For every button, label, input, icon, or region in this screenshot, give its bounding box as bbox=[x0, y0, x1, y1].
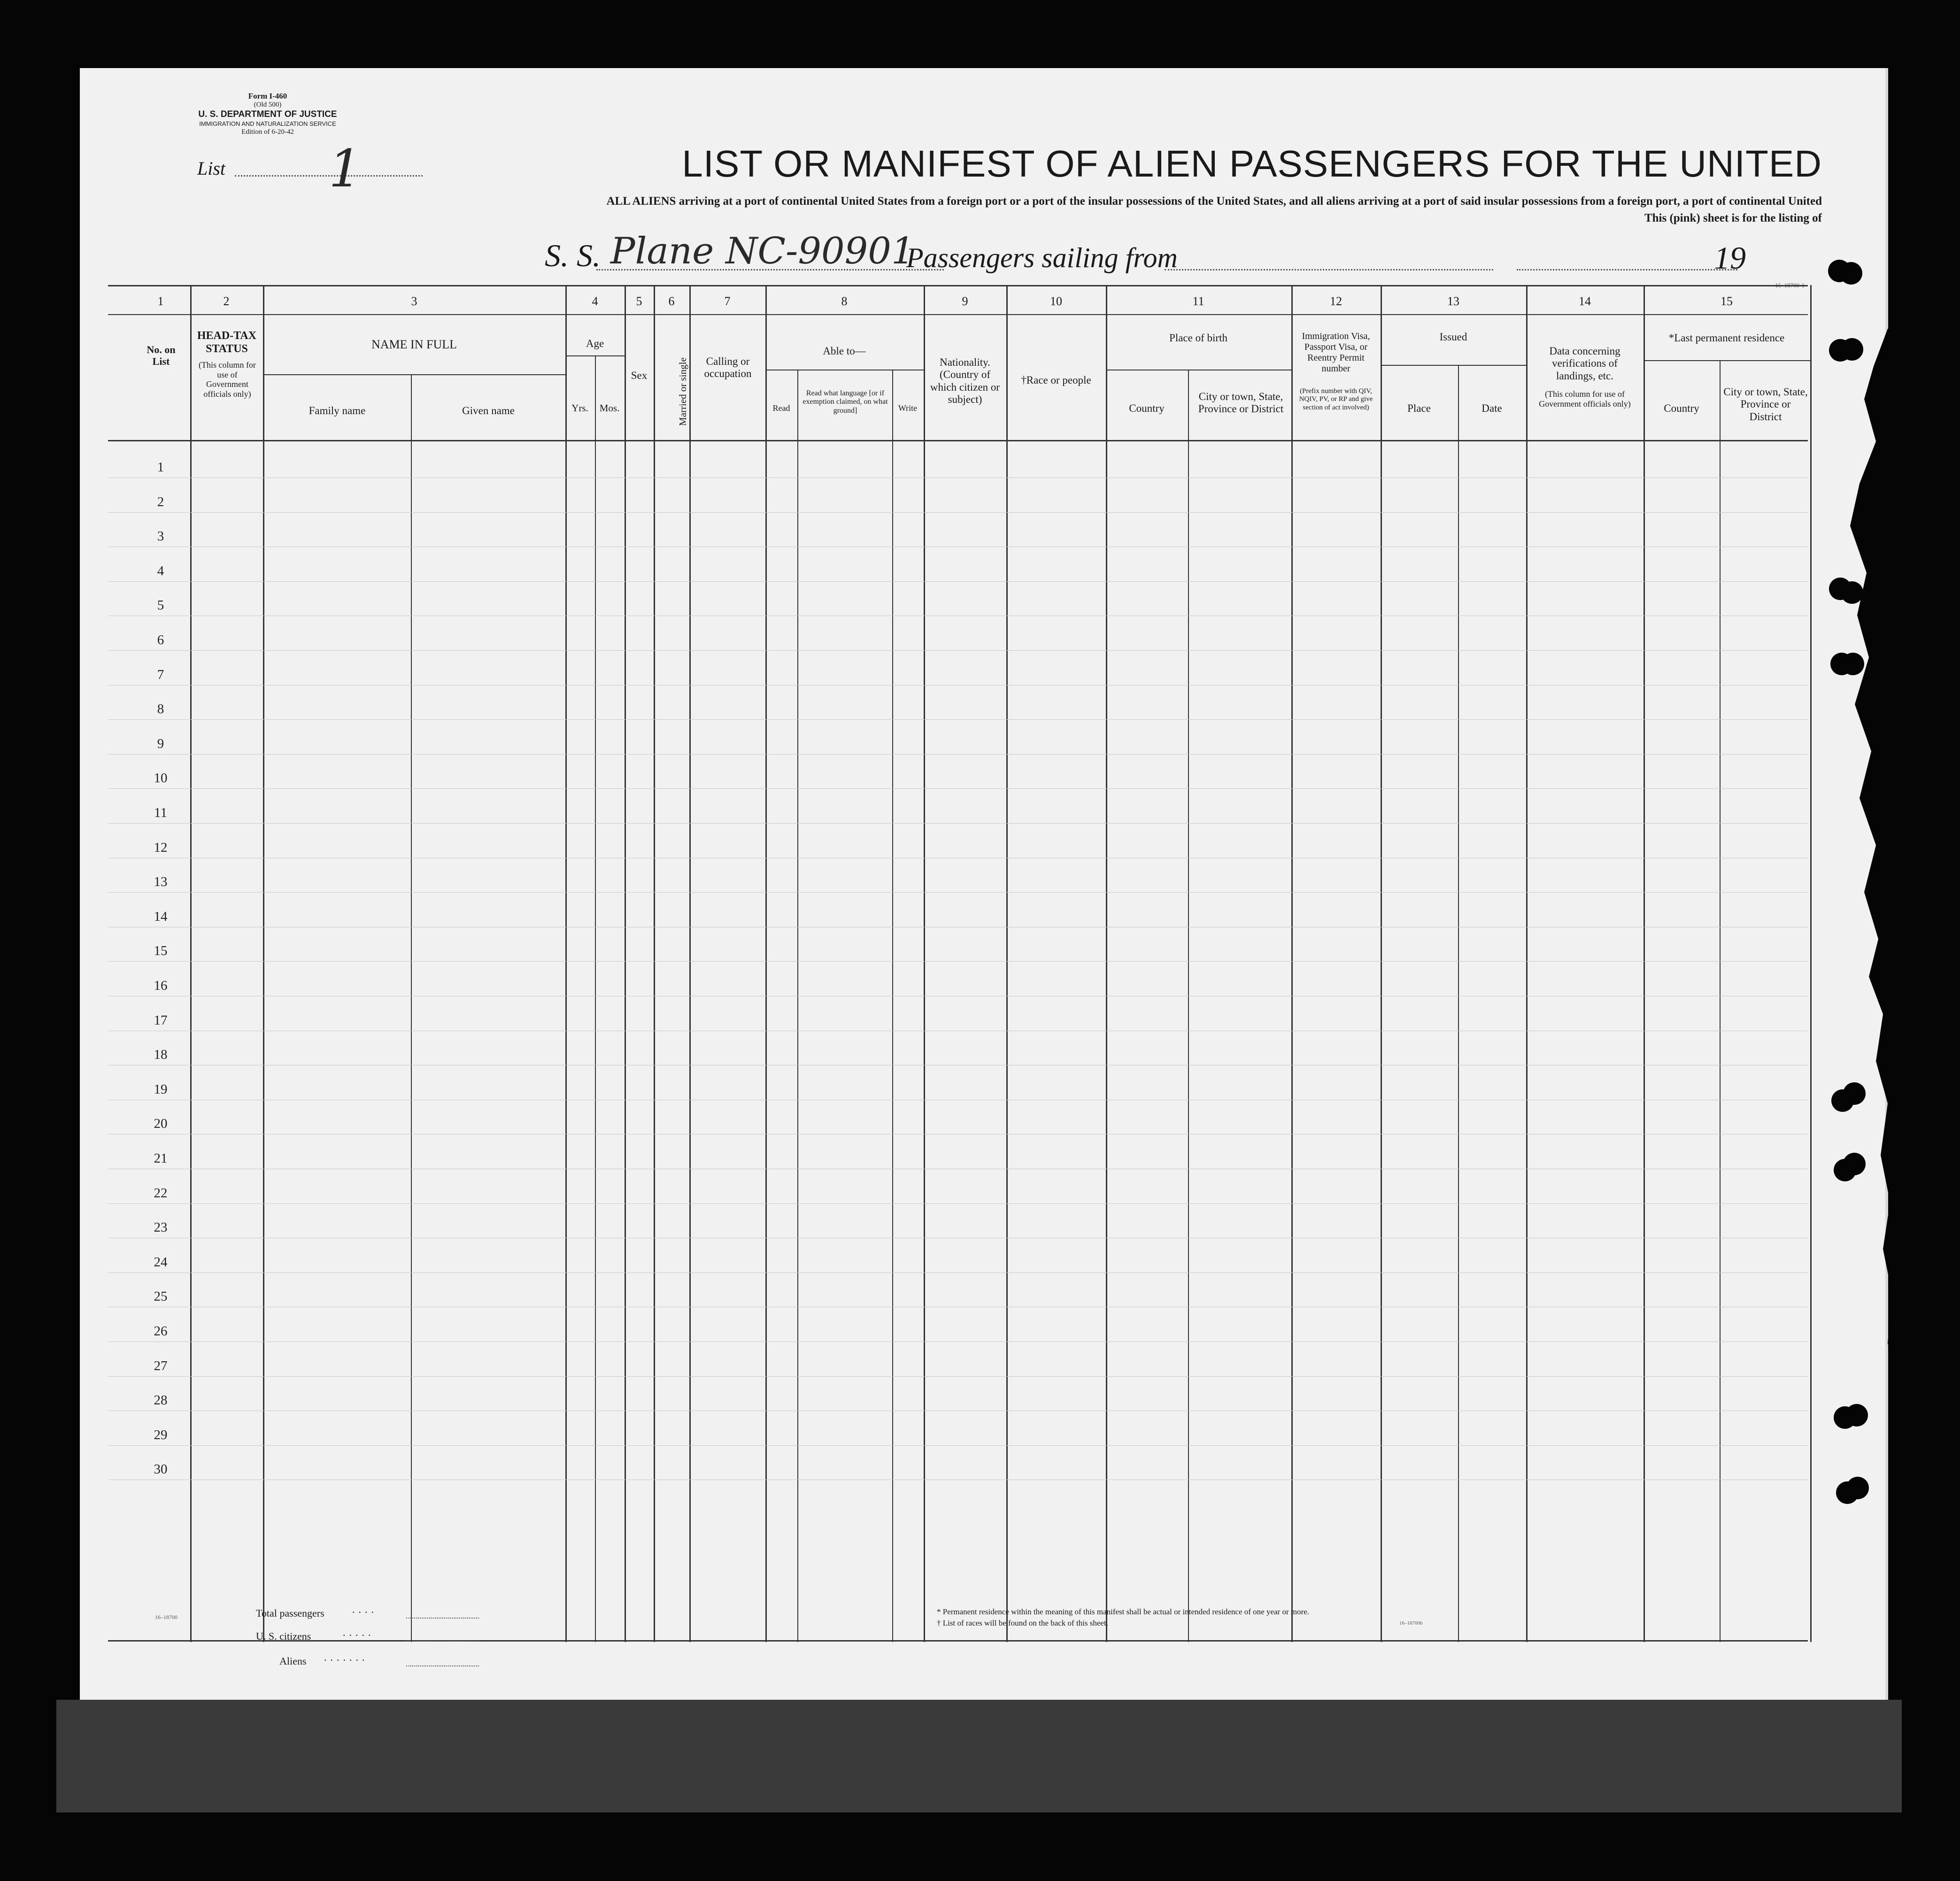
table-row bbox=[108, 1376, 1808, 1377]
col-divider bbox=[190, 285, 192, 1642]
row-number: 23 bbox=[154, 1220, 168, 1235]
column-number-rule bbox=[108, 314, 1808, 315]
row-number: 3 bbox=[157, 529, 164, 544]
header-residence-city: City or town, State, Province or District bbox=[1723, 386, 1808, 423]
footnote-residence: * Permanent residence within the meaning of this manifest shall be actual or intended residence of one year or more. bbox=[937, 1607, 1310, 1616]
row-number: 7 bbox=[157, 667, 164, 682]
row-number: 28 bbox=[154, 1393, 168, 1408]
manifest-title: LIST OR MANIFEST OF ALIEN PASSENGERS FOR THE UNITED bbox=[682, 143, 1822, 185]
total-passengers-label: Total passengers bbox=[256, 1607, 324, 1619]
header-data-note: (This column for use of Government officials only) bbox=[1539, 389, 1631, 409]
age-header-rule bbox=[565, 355, 625, 356]
able-subdivider bbox=[797, 370, 798, 1642]
col-number: 1 bbox=[157, 294, 164, 308]
footnote-races: † List of races will be found on the back of this sheet. bbox=[937, 1619, 1108, 1627]
able-subdivider bbox=[892, 370, 893, 1642]
punch-hole bbox=[1846, 1477, 1869, 1499]
row-number: 26 bbox=[154, 1324, 168, 1339]
name-subdivider bbox=[411, 374, 412, 1642]
row-number: 25 bbox=[154, 1289, 168, 1304]
row-number: 15 bbox=[154, 943, 168, 959]
list-label: List bbox=[197, 158, 226, 179]
header-birth-city: City or town, State, Province or District bbox=[1198, 391, 1284, 415]
table-top-rule bbox=[108, 285, 1808, 286]
col-number: 2 bbox=[223, 294, 230, 308]
row-number: 6 bbox=[157, 632, 164, 648]
header-age-yrs: Yrs. bbox=[571, 402, 588, 414]
header-married-or-single: Married or single bbox=[677, 357, 688, 426]
col-divider bbox=[1526, 285, 1528, 1642]
aliens-label: Aliens bbox=[279, 1655, 307, 1667]
table-row bbox=[108, 754, 1808, 755]
col-divider bbox=[765, 285, 767, 1642]
header-birth-country: Country bbox=[1129, 402, 1165, 414]
form-old-number: (Old 500) bbox=[254, 101, 282, 108]
col-number: 12 bbox=[1330, 294, 1342, 308]
header-family-name: Family name bbox=[309, 405, 366, 416]
col-number: 9 bbox=[962, 294, 968, 308]
header-residence-country: Country bbox=[1664, 402, 1699, 414]
table-row bbox=[108, 892, 1808, 893]
row-number: 21 bbox=[154, 1151, 168, 1166]
col-divider bbox=[1810, 285, 1812, 1642]
us-citizens-leader: ..... bbox=[343, 1627, 375, 1638]
col-divider bbox=[654, 285, 655, 1642]
col-divider bbox=[689, 285, 691, 1642]
header-age: Age bbox=[586, 338, 604, 349]
col-number: 7 bbox=[724, 294, 731, 308]
service-name: IMMIGRATION AND NATURALIZATION SERVICE bbox=[199, 120, 336, 127]
col-number: 14 bbox=[1579, 294, 1591, 308]
table-bottom-rule bbox=[108, 1640, 1808, 1642]
row-number: 16 bbox=[154, 978, 168, 993]
scan-lower-band bbox=[56, 1700, 1902, 1812]
punch-hole bbox=[1843, 1153, 1866, 1175]
table-row bbox=[108, 581, 1808, 582]
table-row bbox=[108, 1203, 1808, 1204]
col-number: 4 bbox=[592, 294, 598, 308]
col-divider bbox=[625, 285, 626, 1642]
us-citizens-label: U. S. citizens bbox=[256, 1630, 311, 1642]
col-divider bbox=[1006, 285, 1008, 1642]
table-row bbox=[108, 719, 1808, 720]
col-number: 10 bbox=[1050, 294, 1062, 308]
sailing-from-label: Passengers sailing from bbox=[906, 242, 1178, 273]
manifest-table bbox=[108, 285, 1808, 1642]
row-number: 4 bbox=[157, 563, 164, 578]
department-name: U. S. DEPARTMENT OF JUSTICE bbox=[198, 109, 337, 119]
header-head-tax-note: (This column for use of Government officials only) bbox=[199, 360, 256, 399]
name-header-rule bbox=[263, 374, 565, 375]
header-write: Write bbox=[898, 403, 918, 413]
row-number: 20 bbox=[154, 1116, 168, 1132]
table-row bbox=[108, 512, 1808, 513]
header-visa: Immigration Visa, Passport Visa, or Reentry Permit number bbox=[1302, 331, 1370, 374]
header-issued: Issued bbox=[1439, 331, 1467, 343]
header-name-in-full: NAME IN FULL bbox=[371, 338, 457, 351]
table-row bbox=[108, 1272, 1808, 1273]
issued-header-rule bbox=[1381, 365, 1526, 366]
ss-label: S. S. bbox=[545, 238, 601, 273]
row-number: 29 bbox=[154, 1427, 168, 1442]
row-number: 13 bbox=[154, 874, 168, 890]
us-citizens-field[interactable] bbox=[406, 1641, 479, 1642]
row-number: 27 bbox=[154, 1358, 168, 1373]
header-last-residence: *Last permanent residence bbox=[1668, 332, 1785, 344]
table-row bbox=[108, 1445, 1808, 1446]
sailing-from-field[interactable] bbox=[1165, 269, 1493, 270]
birth-subdivider bbox=[1188, 370, 1189, 1642]
header-given-name: Given name bbox=[462, 405, 515, 416]
table-row bbox=[108, 823, 1808, 824]
header-age-mos: Mos. bbox=[599, 402, 620, 414]
ship-name: Plane NC-90901 bbox=[610, 230, 915, 272]
printer-code-bottom: 16–18700 bbox=[155, 1614, 177, 1620]
printer-code-footnote: 16–18700b bbox=[1399, 1620, 1423, 1626]
sailing-date-field[interactable] bbox=[1517, 269, 1737, 270]
issued-subdivider bbox=[1458, 365, 1459, 1642]
col-number: 11 bbox=[1192, 294, 1204, 308]
col-divider bbox=[924, 285, 925, 1642]
ship-name-underline bbox=[596, 269, 944, 270]
row-number: 30 bbox=[154, 1462, 168, 1477]
form-edition: Edition of 6-20-42 bbox=[241, 128, 294, 136]
form-number: Form I-460 bbox=[248, 92, 287, 100]
col-divider bbox=[1644, 285, 1645, 1642]
aliens-leader: ....... bbox=[324, 1651, 369, 1663]
punch-hole bbox=[1842, 653, 1864, 675]
punch-hole bbox=[1845, 1404, 1868, 1426]
total-passengers-field[interactable] bbox=[406, 1618, 479, 1619]
row-number: 17 bbox=[154, 1012, 168, 1028]
col-number: 6 bbox=[668, 294, 675, 308]
row-number: 12 bbox=[154, 840, 168, 855]
header-visa-note: (Prefix number with QIV, NQIV, PV, or RP and give section of act involved) bbox=[1299, 387, 1373, 411]
header-issued-place: Place bbox=[1407, 402, 1431, 414]
header-read: Read bbox=[772, 403, 790, 413]
table-row bbox=[108, 788, 1808, 789]
header-data-concerning: Data concerning verifications of landings, etc. bbox=[1549, 345, 1620, 382]
col-divider bbox=[1291, 285, 1293, 1642]
col-number: 13 bbox=[1447, 294, 1459, 308]
header-nationality: Nationality. (Country of which citizen or subject) bbox=[930, 356, 1000, 406]
header-read-language: Read what language [or if exemption claimed, on what ground] bbox=[803, 389, 888, 415]
header-able-to: Able to— bbox=[823, 345, 866, 357]
header-race: †Race or people bbox=[1021, 374, 1091, 386]
row-number: 24 bbox=[154, 1254, 168, 1270]
header-head-tax: HEAD-TAX STATUS bbox=[197, 330, 257, 355]
row-number: 2 bbox=[157, 494, 164, 509]
table-row bbox=[108, 650, 1808, 651]
punch-hole bbox=[1840, 262, 1862, 285]
row-number: 11 bbox=[154, 805, 167, 820]
table-row bbox=[108, 1341, 1808, 1342]
age-subdivider bbox=[595, 355, 596, 1642]
residence-subdivider bbox=[1720, 360, 1721, 1642]
row-number: 22 bbox=[154, 1185, 168, 1201]
row-number: 19 bbox=[154, 1081, 168, 1097]
header-no-on-list: No. on List bbox=[147, 344, 176, 368]
header-place-of-birth: Place of birth bbox=[1169, 332, 1227, 344]
row-number: 8 bbox=[157, 702, 164, 717]
manifest-sheet bbox=[80, 68, 1888, 1700]
header-bottom-rule bbox=[108, 440, 1808, 441]
year-label: 19 bbox=[1714, 240, 1746, 276]
table-row bbox=[108, 685, 1808, 686]
residence-header-rule bbox=[1644, 360, 1810, 361]
row-number: 5 bbox=[157, 598, 164, 613]
row-number: 1 bbox=[157, 460, 164, 475]
table-row bbox=[108, 961, 1808, 962]
header-issued-date: Date bbox=[1482, 402, 1502, 414]
col-number: 8 bbox=[841, 294, 848, 308]
row-number: 18 bbox=[154, 1047, 168, 1063]
punch-hole bbox=[1843, 1082, 1866, 1105]
row-number: 14 bbox=[154, 909, 168, 924]
col-divider bbox=[565, 285, 567, 1642]
header-sex: Sex bbox=[631, 370, 648, 381]
col-number: 15 bbox=[1721, 294, 1733, 308]
total-passengers-leader: .... bbox=[352, 1603, 378, 1615]
col-divider bbox=[263, 285, 264, 1642]
punch-hole bbox=[1841, 581, 1863, 604]
header-calling: Calling or occupation bbox=[704, 355, 752, 380]
manifest-subtitle-2: This (pink) sheet is for the listing of bbox=[1644, 212, 1822, 224]
punch-hole bbox=[1841, 338, 1863, 361]
col-divider bbox=[1381, 285, 1382, 1642]
aliens-field[interactable] bbox=[406, 1665, 479, 1666]
row-number: 10 bbox=[154, 771, 168, 786]
col-divider bbox=[1106, 285, 1107, 1642]
col-number: 5 bbox=[636, 294, 642, 308]
col-number: 3 bbox=[411, 294, 417, 308]
list-number: 1 bbox=[329, 139, 362, 199]
row-number: 9 bbox=[157, 736, 164, 751]
manifest-subtitle: ALL ALIENS arriving at a port of continental United States from a foreign port or a port of the insular possessions of the United States, and all aliens arriving at a port of said insular possessions from a foreign port, a port of continental United bbox=[606, 195, 1822, 208]
